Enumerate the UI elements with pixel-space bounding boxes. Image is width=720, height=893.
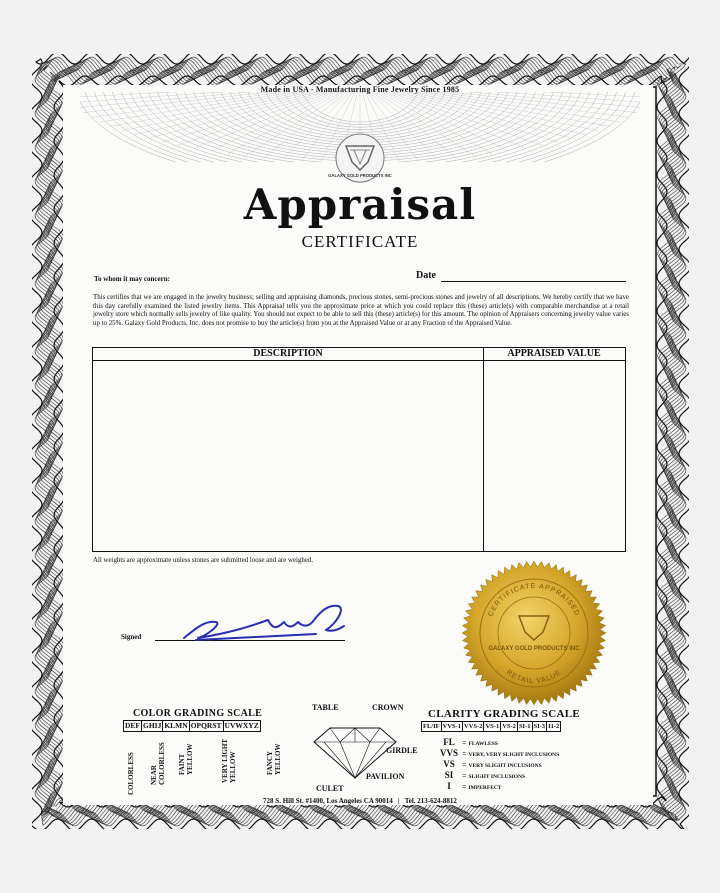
appraisal-table — [92, 347, 626, 552]
seal-top-text: CERTIFICATE APPRAISED — [487, 582, 581, 618]
clarity-grade: VS-1 — [485, 723, 500, 730]
equals-sign: = — [462, 761, 467, 769]
logo-text: GALAXY GOLD PRODUCTS INC — [328, 173, 392, 178]
footer-contact — [0, 797, 720, 805]
clarity-abbr: I — [447, 781, 451, 791]
manufacturer-tagline: Made in USA - Manufacturing Fine Jewelry Since 1985 — [260, 85, 460, 94]
weights-note: All weights are approximate unless stones are submitted loose and are weighed. — [93, 557, 314, 564]
color-grade: DEF — [125, 721, 140, 730]
diamond-table-label: TABLE — [312, 703, 339, 712]
clarity-definition: VERY SLIGHT INCLUSIONS — [468, 763, 542, 769]
equals-sign: = — [462, 750, 467, 758]
clarity-abbr: FL — [443, 737, 455, 747]
color-grade: UVWXYZ — [224, 721, 259, 730]
seal-center-text: GALAXY GOLD PRODUCTS INC — [488, 646, 580, 652]
clarity-row — [438, 748, 559, 758]
color-label: NEAR COLORLESS — [150, 742, 166, 785]
clarity-grade: I1-2 — [548, 723, 560, 730]
signed-label: Signed — [121, 633, 142, 641]
equals-sign: = — [462, 783, 467, 791]
footer-separator: | — [398, 797, 400, 805]
equals-sign: = — [462, 772, 467, 780]
clarity-definition: FLAWLESS — [468, 741, 498, 747]
clarity-grade: SI-3 — [533, 723, 546, 730]
clarity-abbr: VS — [443, 759, 455, 769]
certificate-subtitle: CERTIFICATE — [301, 232, 419, 251]
footer-phone: Tel. 213-624-8812 — [404, 797, 457, 805]
handwritten-signature — [176, 598, 356, 646]
clarity-definition: SLIGHT INCLUSIONS — [468, 774, 526, 780]
clarity-grade: SI-1 — [518, 723, 531, 730]
galaxy-gold-logo — [328, 132, 392, 184]
clarity-grade: VVS-2 — [464, 723, 483, 730]
color-scale-title: COLOR GRADING SCALE — [133, 708, 263, 719]
clarity-row — [438, 759, 542, 769]
diamond-culet-label: CULET — [316, 784, 344, 793]
clarity-definition: IMPERFECT — [468, 785, 502, 791]
clarity-definition: VERY, VERY SLIGHT INCLUSIONS — [468, 752, 560, 758]
color-label: FANCY YELLOW — [266, 743, 282, 775]
clarity-abbr: SI — [444, 770, 454, 780]
color-grade: OPQRST — [190, 721, 222, 730]
salutation: To whom it may concern: — [94, 275, 170, 283]
gold-seal — [459, 558, 609, 708]
certificate-title: Appraisal — [243, 180, 477, 229]
diamond-crown-label: CROWN — [372, 703, 404, 712]
description-header: DESCRIPTION — [253, 348, 323, 359]
clarity-grade-boxes — [421, 721, 560, 732]
clarity-grade: VS-2 — [502, 723, 516, 730]
appraised-value-header: APPRAISED VALUE — [507, 348, 601, 359]
equals-sign: = — [462, 739, 467, 747]
date-field-line — [441, 281, 626, 282]
clarity-row — [438, 781, 502, 791]
color-label: COLORLESS — [127, 752, 135, 795]
seal-bottom-text: RETAIL VALUE — [505, 668, 563, 686]
clarity-row — [438, 770, 525, 780]
color-grade: GHIJ — [143, 721, 162, 730]
clarity-abbr: VVS — [439, 748, 458, 758]
clarity-row — [438, 737, 498, 747]
certification-statement: This certifies that we are engaged in the jewelry business; selling and appraising diamonds, precious stones, semi-precious stones and jewelry of all descriptions. We hereby certify that we have this day carefully examined the listed jewelry items. This Appraisal tells you the approximate price at which you could replace this (these) article(s) with comparable merchandise at a retail jewelry store which normally sells jewelry of like quality. You should not expect to be able to sell this (these) article(s) for this amount. The opinion of Appraisers concerning jewelry value varies up to 25%. Galaxy Gold Products, Inc. does not promise to buy the article(s) from you at the Appraised Value or at any Fraction of the Appraised Value. — [93, 294, 629, 327]
color-grade: KLMN — [164, 721, 188, 730]
diamond-pavilion-label: PAVILION — [366, 772, 405, 781]
date-label: Date — [416, 270, 436, 281]
clarity-scale-title: CLARITY GRADING SCALE — [428, 708, 580, 720]
footer-address: 728 S. Hill St. #1400, Los Angeles CA 90014 — [263, 797, 393, 805]
color-grade-boxes — [123, 720, 260, 732]
diamond-girdle-label: GIRDLE — [386, 746, 418, 755]
clarity-grade: FL/IF — [423, 723, 440, 730]
clarity-grade: VVS-1 — [442, 723, 462, 730]
column-divider — [483, 348, 484, 551]
color-label: VERY LIGHT YELLOW — [221, 739, 237, 783]
color-label: FAINT YELLOW — [178, 743, 194, 775]
